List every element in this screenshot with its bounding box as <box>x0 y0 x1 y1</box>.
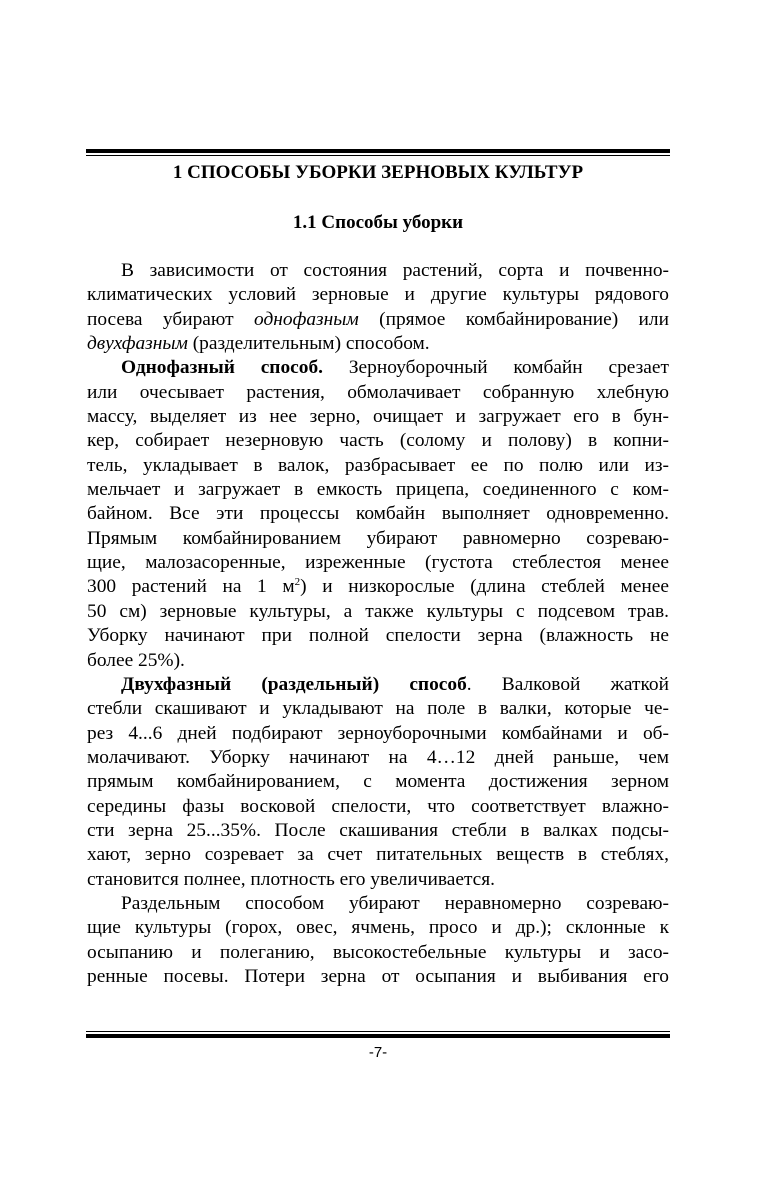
italic-term: двухфазным <box>87 333 188 355</box>
text-line <box>87 332 669 356</box>
text-line <box>87 892 669 916</box>
text-line <box>87 259 669 283</box>
text-line <box>87 551 669 575</box>
text-segment: осыпанию и полеганию, высокостебельные культуры и засо- <box>87 941 669 963</box>
text-segment: хают, зерно созревает за счет питательных веществ в стеблях, <box>87 844 669 866</box>
text-line <box>87 405 669 429</box>
text-segment: байном. Все эти процессы комбайн выполняет одновременно. <box>87 503 669 525</box>
text-segment: тель, укладывает в валок, разбрасывает ее по полю или из- <box>87 454 669 476</box>
text-line <box>87 502 669 526</box>
paragraph-1 <box>87 259 669 356</box>
text-segment: (прямое комбайнирование) или <box>358 308 669 330</box>
text-segment: . Валковой жаткой <box>466 673 669 695</box>
text-segment: массу, выделяет из нее зерно, очищает и загружает его в бун- <box>87 406 669 428</box>
text-segment: более 25%). <box>87 649 185 671</box>
text-segment: ) и низкорослые (длина стеблей менее <box>300 576 670 598</box>
text-segment: или очесывает растения, обмолачивает собранную хлебную <box>87 381 669 403</box>
text-segment: щие культуры (горох, овес, ячмень, просо и др.); склонные к <box>87 917 669 939</box>
text-line <box>87 575 669 599</box>
superscript: 2 <box>294 576 301 589</box>
text-segment: стебли скашивают и укладывают на поле в валки, которые че- <box>87 698 669 720</box>
text-line <box>87 819 669 843</box>
text-segment: Уборку начинают при полной спелости зерна (влажность не <box>87 625 669 647</box>
text-segment: середины фазы восковой спелости, что соответствует влажно- <box>87 795 669 817</box>
text-segment: становится полнее, плотность его увеличивается. <box>87 868 496 890</box>
footer-rule <box>86 1031 670 1039</box>
footer-rule-thin <box>86 1031 670 1032</box>
text-line <box>87 381 669 405</box>
text-line <box>87 356 669 380</box>
text-line <box>87 746 669 770</box>
text-line <box>87 916 669 940</box>
text-segment: рез 4...6 дней подбирают зерноуборочными комбайнами и об- <box>87 722 669 744</box>
text-line <box>87 697 669 721</box>
section-title: 1.1 Способы уборки <box>292 212 464 233</box>
header-rule-thin <box>86 155 670 156</box>
text-line <box>87 283 669 307</box>
text-line <box>87 868 669 892</box>
text-line <box>87 308 669 332</box>
text-line <box>87 843 669 867</box>
text-segment: кер, собирает незерновую часть (солому и полову) в копни- <box>87 430 669 452</box>
text-line <box>87 454 669 478</box>
text-segment: (разделительным) способом. <box>187 333 430 355</box>
text-line <box>87 770 669 794</box>
text-segment: молачивают. Уборку начинают на 4…12 дней раньше, чем <box>87 746 669 768</box>
text-segment: 50 см) зерновые культуры, а также культуры с подсевом трав. <box>87 600 669 622</box>
text-segment: мельчает и загружает в емкость прицепа, соединенного с ком- <box>87 479 669 501</box>
text-segment: щие, малозасоренные, изреженные (густота стеблестоя менее <box>87 552 669 574</box>
bold-term: Однофазный способ. <box>121 357 324 379</box>
text-line <box>87 600 669 624</box>
text-segment: прямым комбайнированием, с момента достижения зерном <box>87 771 669 793</box>
text-segment: Раздельным способом убирают неравномерно созреваю- <box>121 892 669 914</box>
text-segment: климатических условий зерновые и другие культуры рядового <box>87 284 669 306</box>
text-segment: Прямым комбайнированием убирают равномерно созреваю- <box>87 527 669 549</box>
italic-term: однофазным <box>254 308 359 330</box>
text-line <box>87 649 669 673</box>
chapter-title: 1 СПОСОБЫ УБОРКИ ЗЕРНОВЫХ КУЛЬТУР <box>172 162 584 183</box>
text-segment: Зерноуборочный комбайн срезает <box>323 357 669 379</box>
text-segment: сти зерна 25...35%. После скашивания стебли в валках подсы- <box>87 819 669 841</box>
header-rule-thick <box>86 149 670 153</box>
text-segment: В зависимости от состояния растений, сорта и почвенно- <box>121 260 669 281</box>
footer-rule-thick <box>86 1034 670 1038</box>
text-line <box>87 478 669 502</box>
page-number: -7- <box>368 1044 388 1061</box>
text-line <box>87 429 669 453</box>
text-line <box>87 795 669 819</box>
text-line <box>87 965 669 989</box>
paragraph-4 <box>87 892 669 989</box>
body-text <box>87 259 669 989</box>
text-segment: 300 растений на 1 м <box>87 576 295 598</box>
text-line <box>87 941 669 965</box>
paragraph-2 <box>87 356 669 672</box>
text-line <box>87 673 669 697</box>
text-segment: ренные посевы. Потери зерна от осыпания и выбивания его <box>87 965 669 987</box>
paragraph-3 <box>87 673 669 892</box>
text-line <box>87 722 669 746</box>
bold-term: Двухфазный (раздельный) способ <box>121 673 467 695</box>
text-segment: посева убирают <box>87 308 255 330</box>
text-line <box>87 624 669 648</box>
text-line <box>87 527 669 551</box>
header-rule <box>86 149 670 157</box>
